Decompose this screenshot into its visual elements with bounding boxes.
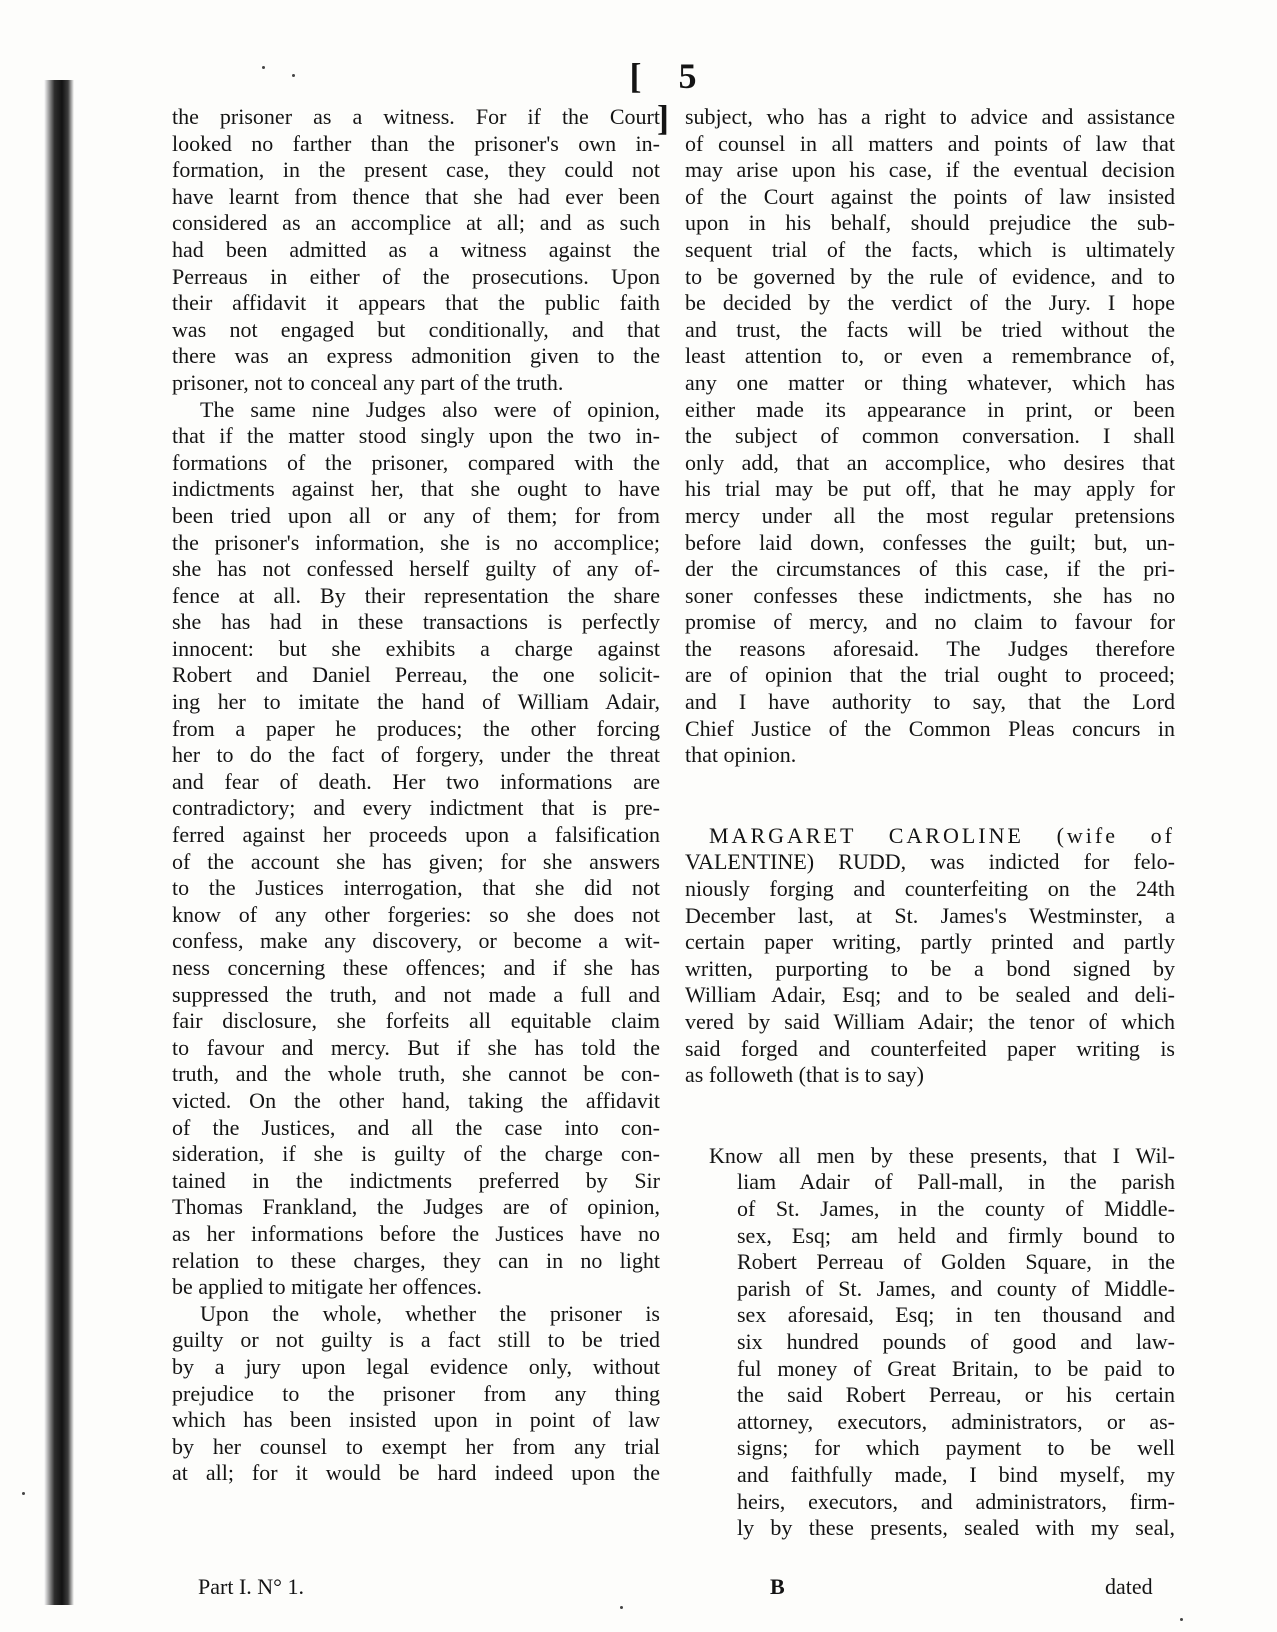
text-line: promise of mercy, and no claim to favour for — [685, 609, 1175, 635]
part-number-footer: Part I. N° 1. — [198, 1574, 304, 1599]
ink-speck — [292, 74, 295, 77]
text-line: Upon the whole, whether the prisoner is — [200, 1300, 660, 1326]
text-line: by her counsel to exempt her from any trial — [172, 1433, 660, 1459]
text-line: least attention to, or even a remembrance of, — [685, 343, 1175, 369]
text-line: her to do the fact of forgery, under the threat — [172, 742, 660, 768]
text-line: formations of the prisoner, compared with the — [172, 449, 660, 475]
text-line: six hundred pounds of good and law- — [737, 1328, 1175, 1354]
text-line: to favour and mercy. But if she has told the — [172, 1034, 660, 1060]
ink-speck — [620, 1606, 623, 1609]
text-line: sex aforesaid, Esq; in ten thousand and — [737, 1302, 1175, 1328]
text-line: Robert and Daniel Perreau, the one solicit- — [172, 662, 660, 688]
text-line: attorney, executors, administrators, or as- — [737, 1408, 1175, 1434]
text-line: be decided by the verdict of the Jury. I hope — [685, 290, 1175, 316]
text-line: fair disclosure, she forfeits all equitable claim — [172, 1008, 660, 1034]
ink-speck — [22, 1492, 25, 1495]
text-line: as her informations before the Justices have no — [172, 1220, 660, 1246]
text-line: had been admitted as a witness against the — [172, 236, 660, 262]
text-line: the subject of common conversation. I shall — [685, 423, 1175, 449]
text-line: at all; for it would be hard indeed upon the — [172, 1460, 660, 1486]
text-line: she has not confessed herself guilty of any of- — [172, 556, 660, 582]
text-line: MARGARET CAROLINE (wife of — [709, 822, 1175, 848]
text-line: and faithfully made, I bind myself, my — [737, 1461, 1175, 1487]
text-line: any one matter or thing whatever, which has — [685, 369, 1175, 395]
page-number-header: [ 5 ] — [629, 56, 711, 138]
text-line: mercy under all the most regular pretensions — [685, 502, 1175, 528]
text-line: looked no farther than the prisoner's own in- — [172, 130, 660, 156]
right-column — [685, 104, 1175, 1542]
paragraph-gap — [685, 1089, 1175, 1116]
text-line: ly by these presents, sealed with my seal, — [737, 1515, 1175, 1541]
text-line: and I have authority to say, that the Lord — [685, 689, 1175, 715]
text-line: and trust, the facts will be tried without the — [685, 316, 1175, 342]
text-line: sequent trial of the facts, which is ultimately — [685, 236, 1175, 262]
text-line: been tried upon all or any of them; for from — [172, 502, 660, 528]
text-line: prisoner, not to conceal any part of the truth. — [172, 369, 564, 395]
text-line: Robert Perreau of Golden Square, in the — [737, 1249, 1175, 1275]
text-line: the said Robert Perreau, or his certain — [737, 1382, 1175, 1408]
text-line: either made its appearance in print, or been — [685, 396, 1175, 422]
text-line: prejudice to the prisoner from any thing — [172, 1380, 660, 1406]
text-line: of counsel in all matters and points of law that — [685, 130, 1175, 156]
text-line: of St. James, in the county of Middle- — [737, 1195, 1175, 1221]
text-line: sideration, if she is guilty of the charge con- — [172, 1141, 660, 1167]
text-line: that if the matter stood singly upon the two in- — [172, 423, 660, 449]
text-line: know of any other forgeries: so she does not — [172, 901, 660, 927]
text-line: that opinion. — [685, 742, 797, 768]
text-line: fence at all. By their representation the share — [172, 582, 660, 608]
text-line: ness concerning these offences; and if she has — [172, 955, 660, 980]
text-line: may arise upon his case, if the eventual decision — [685, 157, 1175, 183]
text-line: as followeth (that is to say) — [685, 1062, 924, 1088]
text-line: from a paper he produces; the other forcing — [172, 715, 660, 741]
text-line: contradictory; and every indictment that is pre- — [172, 795, 660, 821]
ink-speck — [1180, 1618, 1183, 1621]
text-line: ing her to imitate the hand of William Adair, — [172, 689, 660, 715]
text-line: tained in the indictments preferred by Sir — [172, 1167, 660, 1193]
text-line: are of opinion that the trial ought to proceed; — [685, 662, 1175, 688]
text-line: upon in his behalf, should prejudice the sub- — [685, 210, 1175, 236]
text-line: suppressed the truth, and not made a full and — [172, 981, 660, 1007]
text-line: of the Justices, and all the case into con- — [172, 1114, 660, 1140]
text-line: innocent: but she exhibits a charge against — [172, 635, 660, 661]
paragraph-gap — [685, 769, 1175, 796]
text-line: to the Justices interrogation, that she did not — [172, 875, 660, 901]
paragraph-gap — [685, 796, 1175, 823]
text-line: of the Court against the points of law insisted — [685, 183, 1175, 209]
text-line: truth, and the whole truth, she cannot be con- — [172, 1061, 660, 1087]
text-line: to be governed by the rule of evidence, and to — [685, 263, 1175, 289]
text-line: December last, at St. James's Westminster, a — [685, 902, 1175, 928]
signature-mark: B — [770, 1574, 785, 1599]
page-binding-edge — [44, 80, 74, 1605]
text-line: formation, in the present case, they could not — [172, 157, 660, 183]
text-line: have learnt from thence that she had ever been — [172, 183, 660, 209]
text-line: the prisoner's information, she is no accomplice; — [172, 529, 660, 555]
text-line: soner confesses these indictments, she has no — [685, 582, 1175, 608]
text-line: liam Adair of Pall-mall, in the parish — [737, 1169, 1175, 1195]
text-line: confess, make any discovery, or become a wit- — [172, 928, 660, 954]
catchword: dated — [1105, 1574, 1153, 1599]
text-line: Chief Justice of the Common Pleas concurs in — [685, 715, 1175, 741]
paragraph-gap — [685, 1116, 1175, 1143]
text-line: The same nine Judges also were of opinion, — [200, 396, 660, 422]
text-line: and fear of death. Her two informations are — [172, 768, 660, 794]
text-line: only add, that an accomplice, who desires that — [685, 449, 1175, 475]
text-line: William Adair, Esq; and to be sealed and deli- — [685, 982, 1175, 1008]
text-line: there was an express admonition given to the — [172, 343, 660, 369]
text-line: their affidavit it appears that the public faith — [172, 290, 660, 316]
text-line: subject, who has a right to advice and assistance — [685, 104, 1175, 129]
text-line: ferred against her proceeds upon a falsification — [172, 822, 660, 848]
text-line: his trial may be put off, that he may apply for — [685, 476, 1175, 502]
text-line: relation to these charges, they can in no light — [172, 1247, 660, 1273]
text-line: be applied to mitigate her offences. — [172, 1274, 482, 1300]
text-line: vered by said William Adair; the tenor of which — [685, 1009, 1175, 1034]
text-line: the prisoner as a witness. For if the Court — [172, 104, 660, 129]
text-line: certain paper writing, partly printed and partly — [685, 929, 1175, 955]
text-line: which has been insisted upon in point of law — [172, 1407, 660, 1433]
text-line: der the circumstances of this case, if the pri- — [685, 556, 1175, 582]
text-line: parish of St. James, and county of Middle- — [737, 1275, 1175, 1301]
text-line: sex, Esq; am held and firmly bound to — [737, 1222, 1175, 1248]
text-line: written, purporting to be a bond signed by — [685, 955, 1175, 981]
text-line: she has had in these transactions is perfectly — [172, 609, 660, 635]
text-line: niously forging and counterfeiting on the 24th — [685, 876, 1175, 902]
text-line: ful money of Great Britain, to be paid to — [737, 1355, 1175, 1381]
text-line: heirs, executors, and administrators, firm- — [737, 1488, 1175, 1514]
text-line: victed. On the other hand, taking the affidavit — [172, 1087, 660, 1113]
text-line: VALENTINE) RUDD, was indicted for felo- — [685, 849, 1175, 875]
text-line: before laid down, confesses the guilt; but, un- — [685, 529, 1175, 555]
text-line: guilty or not guilty is a fact still to be tried — [172, 1327, 660, 1353]
text-line: by a jury upon legal evidence only, without — [172, 1353, 660, 1379]
text-line: of the account she has given; for she answers — [172, 848, 660, 874]
text-line: considered as an accomplice at all; and as such — [172, 210, 660, 236]
text-line: signs; for which payment to be well — [737, 1435, 1175, 1461]
text-line: indictments against her, that she ought to have — [172, 476, 660, 502]
text-line: was not engaged but conditionally, and that — [172, 316, 660, 342]
text-line: the reasons aforesaid. The Judges therefore — [685, 635, 1175, 661]
text-line: Perreaus in either of the prosecutions. Upon — [172, 263, 660, 289]
ink-speck — [262, 66, 265, 69]
text-line: Know all men by these presents, that I Wil- — [709, 1142, 1175, 1168]
left-column — [172, 104, 660, 1487]
text-line: Thomas Frankland, the Judges are of opinion, — [172, 1194, 660, 1220]
text-line: said forged and counterfeited paper writing is — [685, 1035, 1175, 1061]
